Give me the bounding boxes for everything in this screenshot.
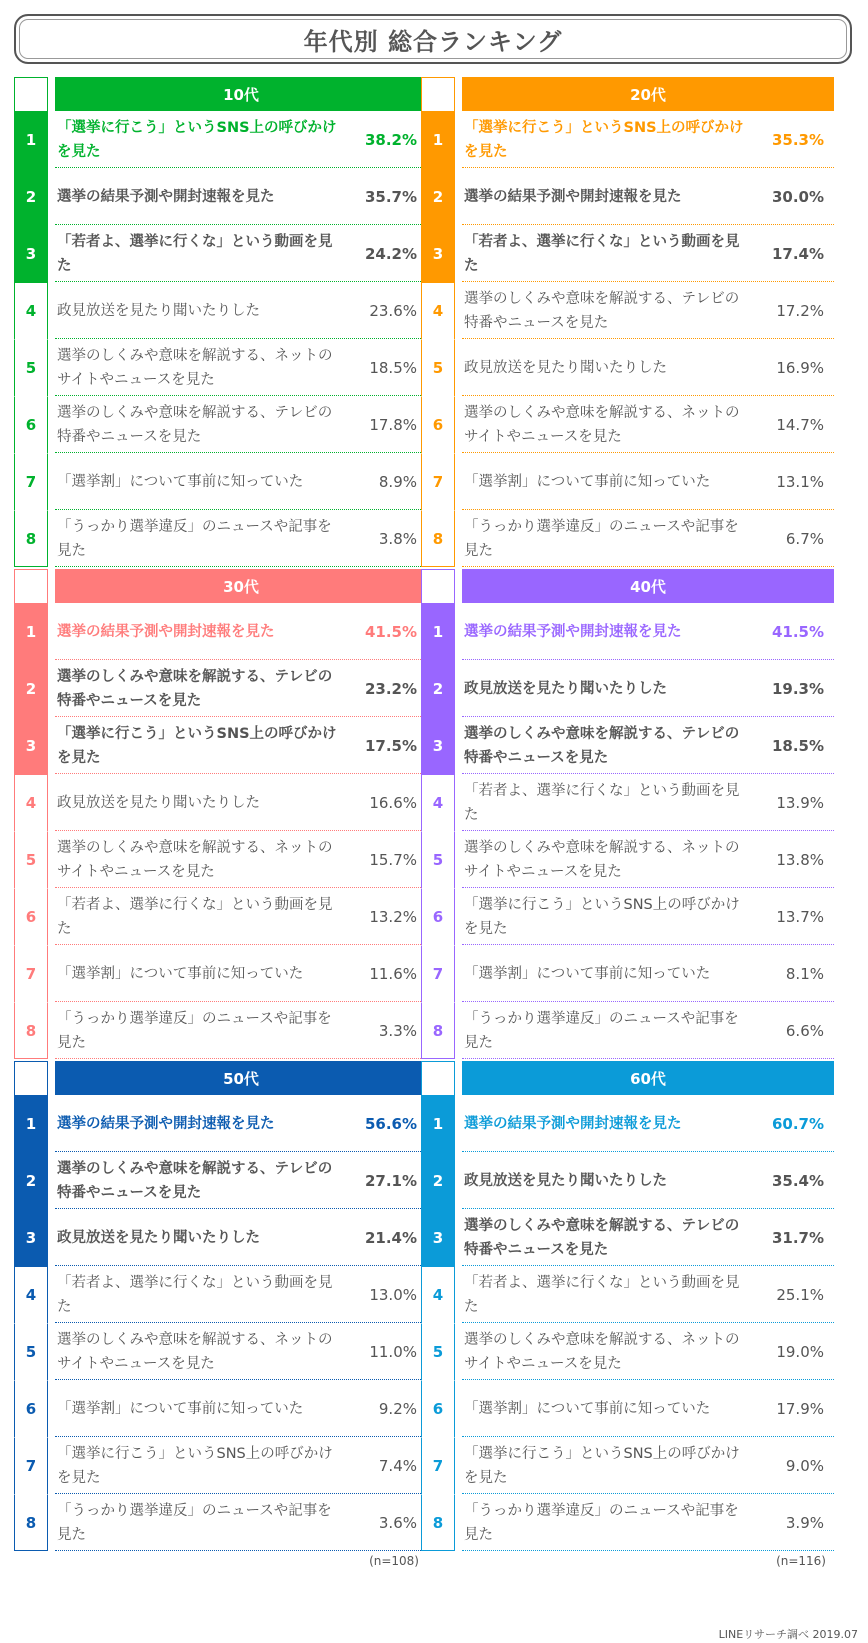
table-row: [421, 1494, 834, 1551]
rank-number: 3: [421, 1209, 455, 1266]
ranking-panel: [14, 569, 427, 1059]
table-row: [14, 1266, 427, 1323]
ranking-panel: [421, 77, 834, 567]
item-label: 「うっかり選挙違反」のニュースや記事を見た: [464, 518, 739, 559]
item-label: 「うっかり選挙違反」のニュースや記事を見た: [464, 1502, 739, 1543]
rank-number: 8: [14, 1002, 48, 1059]
table-row: [421, 831, 834, 888]
header-corner: [14, 77, 48, 111]
item-percentage: 17.2%: [776, 301, 824, 320]
item-label: 「うっかり選挙違反」のニュースや記事を見た: [57, 1502, 332, 1543]
item-percentage: 31.7%: [771, 1228, 824, 1247]
rank-number: 2: [14, 1152, 48, 1209]
table-row: [14, 510, 427, 567]
table-row: [421, 225, 834, 282]
rank-number: 3: [14, 717, 48, 774]
item-percentage: 24.2%: [364, 244, 417, 263]
panel-header: [421, 1061, 834, 1095]
rank-number: 2: [14, 168, 48, 225]
item-label: 政見放送を見たり聞いたりした: [464, 680, 667, 697]
rank-number: 7: [421, 1437, 455, 1494]
table-row: [14, 888, 427, 945]
item-percentage: 11.6%: [369, 964, 417, 983]
item-percentage: 35.4%: [771, 1171, 824, 1190]
item-percentage: 3.8%: [378, 529, 417, 548]
table-row: [14, 225, 427, 282]
rank-number: 4: [14, 774, 48, 831]
table-row: [14, 1209, 427, 1266]
item-percentage: 23.2%: [364, 679, 417, 698]
rank-number: 4: [421, 282, 455, 339]
item-percentage: 13.2%: [369, 907, 417, 926]
rank-number: 2: [421, 1152, 455, 1209]
table-row: [14, 339, 427, 396]
table-row: [421, 396, 834, 453]
item-label: 「若者よ、選挙に行くな」という動画を見た: [57, 233, 333, 274]
rank-number: 3: [14, 225, 48, 282]
table-row: [14, 660, 427, 717]
item-percentage: 23.6%: [369, 301, 417, 320]
item-percentage: 13.1%: [776, 472, 824, 491]
panel-header: [421, 77, 834, 111]
table-row: [421, 1209, 834, 1266]
item-percentage: 25.1%: [776, 1285, 824, 1304]
item-percentage: 13.9%: [776, 793, 824, 812]
rank-number: 6: [14, 1380, 48, 1437]
ranking-rows: [421, 1095, 834, 1551]
ranking-rows: [421, 603, 834, 1059]
item-label: 「選挙に行こう」というSNS上の呼びかけを見た: [57, 1445, 333, 1486]
item-label: 「うっかり選挙違反」のニュースや記事を見た: [464, 1010, 739, 1051]
item-percentage: 16.9%: [776, 358, 824, 377]
rank-number: 6: [14, 396, 48, 453]
item-percentage: 9.2%: [378, 1399, 417, 1418]
row-separator: [462, 1550, 834, 1551]
item-percentage: 7.4%: [378, 1456, 417, 1475]
header-corner: [421, 569, 455, 603]
item-label: 「選挙割」について事前に知っていた: [57, 473, 304, 490]
rank-number: 7: [14, 1437, 48, 1494]
rank-number: 2: [14, 660, 48, 717]
item-label: 「若者よ、選挙に行くな」という動画を見た: [57, 1274, 333, 1315]
table-row: [421, 1380, 834, 1437]
table-row: [14, 168, 427, 225]
item-label: 「選挙に行こう」というSNS上の呼びかけを見た: [464, 896, 740, 937]
item-label: 選挙の結果予測や開封速報を見た: [464, 623, 682, 640]
row-separator: [55, 1550, 427, 1551]
item-label: 「選挙割」について事前に知っていた: [57, 1400, 304, 1417]
rank-number: 1: [421, 1095, 455, 1152]
ranking-panel: [14, 1061, 427, 1568]
rank-number: 1: [421, 111, 455, 168]
table-row: [14, 603, 427, 660]
rank-number: 1: [14, 1095, 48, 1152]
age-group-label: 10代: [55, 77, 427, 111]
item-percentage: 30.0%: [771, 187, 824, 206]
panel-header: [14, 77, 427, 111]
item-percentage: 13.7%: [776, 907, 824, 926]
ranking-rows: [14, 1095, 427, 1551]
rank-number: 8: [14, 510, 48, 567]
item-label: 「選挙に行こう」というSNS上の呼びかけを見た: [464, 119, 744, 160]
age-group-label: 40代: [462, 569, 834, 603]
rank-number: 8: [14, 1494, 48, 1551]
item-label: 政見放送を見たり聞いたりした: [464, 1172, 667, 1189]
table-row: [421, 510, 834, 567]
table-row: [421, 339, 834, 396]
item-label: 選挙のしくみや意味を解説する、ネットのサイトやニュースを見た: [464, 404, 740, 445]
row-separator: [462, 566, 834, 567]
item-label: 選挙の結果予測や開封速報を見た: [464, 188, 682, 205]
item-percentage: 41.5%: [364, 622, 417, 641]
item-label: 選挙のしくみや意味を解説する、ネットのサイトやニュースを見た: [57, 839, 333, 880]
table-row: [14, 774, 427, 831]
item-label: 「若者よ、選挙に行くな」という動画を見た: [464, 233, 740, 274]
source-note: LINEリサーチ調べ 2019.07: [718, 1628, 858, 1641]
item-percentage: 3.6%: [378, 1513, 417, 1532]
rank-number: 5: [14, 831, 48, 888]
item-percentage: 41.5%: [771, 622, 824, 641]
row-separator: [55, 1058, 427, 1059]
item-percentage: 21.4%: [364, 1228, 417, 1247]
panel-header: [421, 569, 834, 603]
rank-number: 7: [14, 453, 48, 510]
item-label: 選挙の結果予測や開封速報を見た: [57, 1115, 275, 1132]
item-percentage: 60.7%: [771, 1114, 824, 1133]
rank-number: 3: [421, 717, 455, 774]
item-percentage: 3.9%: [785, 1513, 824, 1532]
table-row: [14, 1095, 427, 1152]
item-percentage: 19.3%: [771, 679, 824, 698]
table-row: [421, 1095, 834, 1152]
item-label: 選挙の結果予測や開封速報を見た: [464, 1115, 682, 1132]
table-row: [421, 1437, 834, 1494]
item-label: 選挙のしくみや意味を解説する、テレビの特番やニュースを見た: [464, 1217, 740, 1258]
table-row: [14, 282, 427, 339]
table-row: [14, 453, 427, 510]
header-corner: [421, 1061, 455, 1095]
item-percentage: 27.1%: [364, 1171, 417, 1190]
panel-header: [14, 569, 427, 603]
item-percentage: 14.7%: [776, 415, 824, 434]
item-label: 「選挙に行こう」というSNS上の呼びかけを見た: [57, 725, 337, 766]
rank-number: 5: [421, 831, 455, 888]
table-row: [421, 1002, 834, 1059]
item-label: 「うっかり選挙違反」のニュースや記事を見た: [57, 1010, 332, 1051]
table-row: [421, 111, 834, 168]
table-row: [421, 282, 834, 339]
ranking-rows: [14, 603, 427, 1059]
item-label: 「うっかり選挙違反」のニュースや記事を見た: [57, 518, 332, 559]
table-row: [421, 945, 834, 1002]
table-row: [14, 1002, 427, 1059]
item-label: 「選挙割」について事前に知っていた: [57, 965, 304, 982]
item-label: 「選挙に行こう」というSNS上の呼びかけを見た: [464, 1445, 740, 1486]
item-label: 「選挙に行こう」というSNS上の呼びかけを見た: [57, 119, 337, 160]
item-label: 政見放送を見たり聞いたりした: [464, 359, 667, 376]
item-percentage: 15.7%: [369, 850, 417, 869]
ranking-rows: [14, 111, 427, 567]
table-row: [14, 1323, 427, 1380]
table-row: [421, 717, 834, 774]
rank-number: 8: [421, 1494, 455, 1551]
item-label: 選挙のしくみや意味を解説する、テレビの特番やニュースを見た: [464, 290, 740, 331]
rank-number: 6: [421, 888, 455, 945]
table-row: [14, 1437, 427, 1494]
item-percentage: 13.8%: [776, 850, 824, 869]
item-label: 政見放送を見たり聞いたりした: [57, 1229, 260, 1246]
item-label: 選挙のしくみや意味を解説する、ネットのサイトやニュースを見た: [464, 839, 740, 880]
header-corner: [421, 77, 455, 111]
item-label: 選挙のしくみや意味を解説する、ネットのサイトやニュースを見た: [57, 1331, 333, 1372]
rank-number: 8: [421, 1002, 455, 1059]
item-label: 選挙の結果予測や開封速報を見た: [57, 623, 275, 640]
rank-number: 5: [421, 1323, 455, 1380]
table-row: [421, 1152, 834, 1209]
item-label: 「選挙割」について事前に知っていた: [464, 473, 711, 490]
item-percentage: 17.9%: [776, 1399, 824, 1418]
age-group-label: 50代: [55, 1061, 427, 1095]
rank-number: 2: [421, 660, 455, 717]
rank-number: 4: [421, 774, 455, 831]
table-row: [421, 660, 834, 717]
table-row: [14, 1152, 427, 1209]
header-corner: [14, 1061, 48, 1095]
rank-number: 8: [421, 510, 455, 567]
ranking-rows: [421, 111, 834, 567]
sample-size-label: (n=116): [776, 1554, 826, 1568]
rank-number: 6: [14, 888, 48, 945]
table-row: [14, 717, 427, 774]
rank-number: 2: [421, 168, 455, 225]
rank-number: 7: [421, 945, 455, 1002]
item-label: 選挙のしくみや意味を解説する、ネットのサイトやニュースを見た: [57, 347, 333, 388]
item-percentage: 38.2%: [364, 130, 417, 149]
rank-number: 7: [421, 453, 455, 510]
rank-number: 6: [421, 1380, 455, 1437]
item-percentage: 13.0%: [369, 1285, 417, 1304]
row-separator: [55, 566, 427, 567]
table-row: [14, 396, 427, 453]
rank-number: 3: [14, 1209, 48, 1266]
item-percentage: 35.7%: [364, 187, 417, 206]
table-row: [421, 168, 834, 225]
rank-number: 4: [14, 1266, 48, 1323]
ranking-panel: [421, 1061, 834, 1568]
table-row: [14, 1380, 427, 1437]
item-percentage: 19.0%: [776, 1342, 824, 1361]
table-row: [14, 945, 427, 1002]
rank-number: 4: [421, 1266, 455, 1323]
page-title-box: [14, 14, 852, 64]
item-percentage: 18.5%: [771, 736, 824, 755]
rank-number: 6: [421, 396, 455, 453]
item-percentage: 56.6%: [364, 1114, 417, 1133]
rank-number: 3: [421, 225, 455, 282]
item-label: 選挙のしくみや意味を解説する、テレビの特番やニュースを見た: [57, 1160, 333, 1201]
rank-number: 5: [14, 1323, 48, 1380]
row-separator: [462, 1058, 834, 1059]
header-corner: [14, 569, 48, 603]
rank-number: 1: [14, 603, 48, 660]
table-row: [14, 1494, 427, 1551]
item-percentage: 6.6%: [785, 1021, 824, 1040]
page-title: 年代別 総合ランキング: [303, 27, 563, 56]
item-label: 「若者よ、選挙に行くな」という動画を見た: [464, 1274, 740, 1315]
age-group-label: 60代: [462, 1061, 834, 1095]
rank-number: 1: [14, 111, 48, 168]
table-row: [14, 831, 427, 888]
item-label: 選挙のしくみや意味を解説する、テレビの特番やニュースを見た: [57, 668, 333, 709]
rank-number: 7: [14, 945, 48, 1002]
panel-header: [14, 1061, 427, 1095]
age-group-label: 30代: [55, 569, 427, 603]
item-label: 「選挙割」について事前に知っていた: [464, 965, 711, 982]
rank-number: 1: [421, 603, 455, 660]
item-percentage: 17.8%: [369, 415, 417, 434]
item-percentage: 18.5%: [369, 358, 417, 377]
table-row: [421, 1323, 834, 1380]
item-percentage: 35.3%: [771, 130, 824, 149]
item-label: 政見放送を見たり聞いたりした: [57, 302, 260, 319]
item-label: 「若者よ、選挙に行くな」という動画を見た: [464, 782, 740, 823]
item-percentage: 11.0%: [369, 1342, 417, 1361]
item-label: 選挙のしくみや意味を解説する、テレビの特番やニュースを見た: [464, 725, 740, 766]
item-percentage: 8.9%: [378, 472, 417, 491]
item-percentage: 16.6%: [369, 793, 417, 812]
table-row: [14, 111, 427, 168]
age-group-label: 20代: [462, 77, 834, 111]
sample-size-label: (n=108): [369, 1554, 419, 1568]
table-row: [421, 603, 834, 660]
item-percentage: 9.0%: [785, 1456, 824, 1475]
rank-number: 4: [14, 282, 48, 339]
rank-number: 5: [14, 339, 48, 396]
item-percentage: 8.1%: [785, 964, 824, 983]
item-label: 選挙のしくみや意味を解説する、ネットのサイトやニュースを見た: [464, 1331, 740, 1372]
item-label: 選挙のしくみや意味を解説する、テレビの特番やニュースを見た: [57, 404, 333, 445]
table-row: [421, 453, 834, 510]
item-label: 「選挙割」について事前に知っていた: [464, 1400, 711, 1417]
table-row: [421, 888, 834, 945]
item-percentage: 17.5%: [364, 736, 417, 755]
item-percentage: 6.7%: [785, 529, 824, 548]
item-label: 政見放送を見たり聞いたりした: [57, 794, 260, 811]
table-row: [421, 774, 834, 831]
ranking-panel: [421, 569, 834, 1059]
rank-number: 5: [421, 339, 455, 396]
item-label: 選挙の結果予測や開封速報を見た: [57, 188, 275, 205]
item-percentage: 17.4%: [771, 244, 824, 263]
ranking-panel: [14, 77, 427, 567]
table-row: [421, 1266, 834, 1323]
item-percentage: 3.3%: [378, 1021, 417, 1040]
item-label: 「若者よ、選挙に行くな」という動画を見た: [57, 896, 333, 937]
